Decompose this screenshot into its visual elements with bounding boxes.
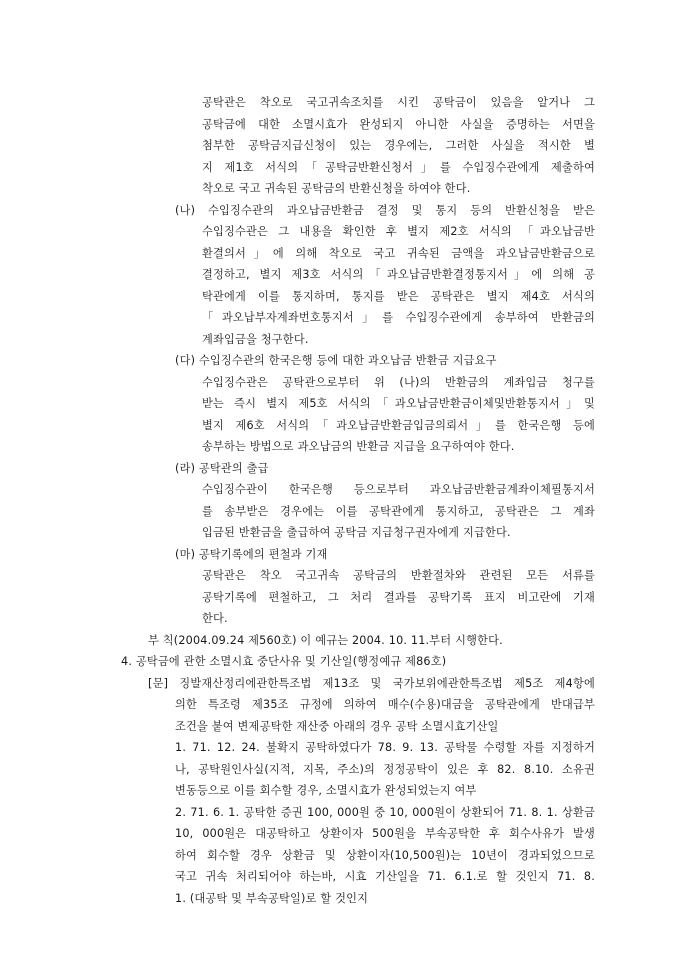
text-line: 지 제1호 서식의「공탁금반환신청서」를 수입징수관에게 제출하여	[202, 161, 595, 174]
text-line: 수입징수관은 그 내용을 확인한 후 별지 제2호 서식의 「과오납금반	[202, 225, 595, 238]
text-line: 의한 특조령 제35조 규정에 의하여 매수(수용)대금을 공탁관에게 반대급부	[175, 698, 595, 711]
text-line: 공탁관은 착오 국고귀속 공탁금의 반환절차와 관련된 모든 서류를	[202, 569, 595, 582]
text-line: [문] 징발재산정리에관한특조법 제13조 및 국가보위에관한특조법 제5조 제4항에	[148, 677, 595, 690]
text-line: 나, 공탁원인사실(지적, 지목, 주소)의 정정공탁이 있은 후 82. 8.10. 소유권	[175, 763, 595, 776]
text-line: 공탁금에 대한 소멸시효가 완성되지 아니한 사실을 증명하는 서면을	[202, 118, 595, 131]
text-line: 공탁관은 착오로 국고귀속조치를 시킨 공탁금이 있음을 알거나 그	[202, 96, 595, 109]
text-line: 계좌입금을 청구한다.	[202, 333, 309, 346]
text-line: 송부하는 방법으로 과오납금의 반환금 지급을 요구하여야 한다.	[202, 440, 515, 453]
text-line: 부 칙(2004.09.24 제560호) 이 예규는 2004. 10. 11.부터 시행한다.	[148, 634, 503, 647]
text-line: 결정하고, 별지 제3호 서식의「과오납금반환결정통지서」에 의해 공	[202, 268, 595, 281]
text-line: 1. 71. 12. 24. 불확지 공탁하였다가 78. 9. 13. 공탁물 수령할 자를 지정하거	[175, 741, 595, 754]
text-line: 입금된 반환금을 출급하여 공탁금 지급청구권자에게 지급한다.	[202, 526, 511, 539]
text-line: 착오로 국고 귀속된 공탁금의 반환신청을 하여야 한다.	[202, 182, 471, 195]
text-line: 「과오납부자계좌번호통지서」를 수입징수관에게 송부하여 반환금의	[202, 311, 595, 324]
text-line: 수입징수관이 한국은행 등으로부터 과오납금반환금계좌이체필통지서	[202, 483, 595, 496]
text-line: 하여 회수할 경우 상환금 및 상환이자(10,500원)는 10년이 경과되었으므로	[175, 849, 595, 862]
text-line: 를 송부받은 경우에는 이를 공탁관에게 통지하고, 공탁관은 그 계좌	[202, 505, 595, 518]
text-line: 수입징수관은 공탁관으로부터 위 (나)의 반환금의 계좌입금 청구를	[202, 376, 595, 389]
text-line: 환결의서」에 의해 착오로 국고 귀속된 금액을 과오납금반환금으로	[202, 247, 595, 260]
text-line: 국고 귀속 처리되어야 하는바, 시효 기산일을 71. 6.1.로 할 것인지 71. 8.	[175, 870, 595, 883]
text-line: 공탁기록에 편철하고, 그 처리 결과를 공탁기록 표지 비고란에 기재	[202, 591, 595, 604]
text-line: 탁관에게 이를 통지하며, 통지를 받은 공탁관은 별지 제4호 서식의	[202, 290, 595, 303]
text-line: 2. 71. 6. 1. 공탁한 증권 100, 000원 중 10, 000원이 상환되어 71. 8. 1. 상환금	[175, 806, 595, 819]
text-line: 별지 제6호 서식의「과오납금반환금입금의뢰서」를 한국은행 등에	[202, 419, 595, 432]
text-line: 받는 즉시 별지 제5호 서식의「과오납금반환금이체및반환통지서」및	[202, 397, 595, 410]
text-line: (마) 공탁기록에의 편철과 기재	[175, 548, 328, 561]
text-line: 10, 000원은 대공탁하고 상환이자 500원을 부속공탁한 후 회수사유가 발생	[175, 827, 595, 840]
text-line: (나) 수입징수관의 과오납금반환금 결정 및 통지 등의 반환신청을 받은	[175, 204, 595, 217]
text-line: (라) 공탁관의 출급	[175, 462, 269, 475]
text-line: 변동등으로 이를 회수할 경우, 소멸시효가 완성되었는지 여부	[175, 784, 477, 797]
text-line: 조건을 붙여 변제공탁한 재산중 아래의 경우 공탁 소멸시효기산일	[175, 720, 499, 733]
text-line: 1. (대공탁 및 부속공탁일)로 할 것인지	[175, 892, 369, 905]
text-line: 첨부한 공탁금지급신청이 있는 경우에는, 그러한 사실을 적시한 별	[202, 139, 595, 152]
text-line: 한다.	[202, 612, 228, 625]
text-line: (다) 수입징수관의 한국은행 등에 대한 과오납금 반환금 지급요구	[175, 354, 497, 367]
section-heading: 4. 공탁금에 관한 소멸시효 중단사유 및 기산일(행정예규 제86호)	[121, 655, 447, 668]
